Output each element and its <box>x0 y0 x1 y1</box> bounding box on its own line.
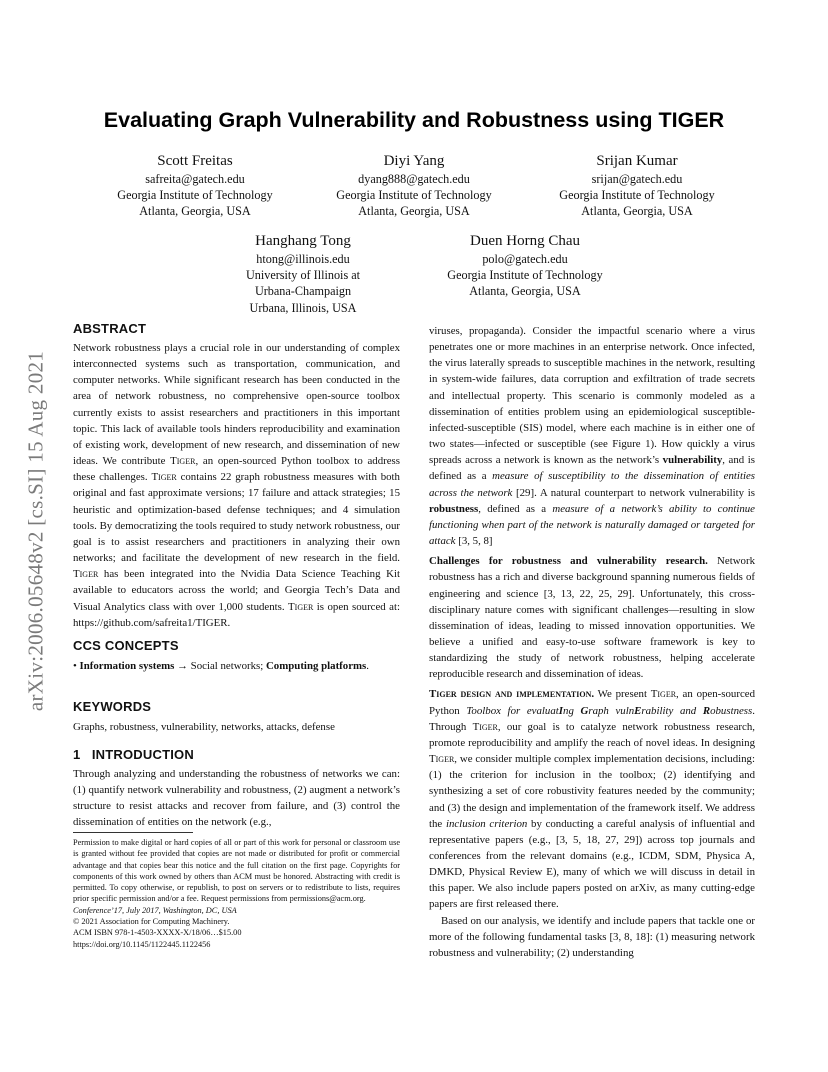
keywords-heading: KEYWORDS <box>73 699 152 714</box>
author-location: Atlanta, Georgia, USA <box>139 204 251 219</box>
footnote-rule <box>73 832 193 833</box>
arxiv-identifier: arXiv:2006.05648v2 [cs.SI] 15 Aug 2021 <box>23 350 48 712</box>
author-email: safreita@gatech.edu <box>145 172 245 186</box>
abstract-heading: ABSTRACT <box>73 321 147 336</box>
paper-title: Evaluating Graph Vulnerability and Robustness using TIGER <box>103 108 725 132</box>
ccs-section <box>73 638 400 674</box>
copyright-footnote <box>73 837 400 950</box>
author-email: dyang888@gatech.edu <box>358 172 470 186</box>
intro-paragraph: viruses, propaganda). Consider the impactful scenario where a virus penetrates one or more machines in an enterprise network. Once infected, the virus laterally spreads to susceptible machines in the network, resulting in system-wide failures, data corruption and exfiltration of trade secrets and intellectual property. This scenario is commonly modeled as a dissemination of entities problem using an epidemiological susceptible-infected-susceptible (SIS) model, where each machine is in either one of two states—infected or susceptible (see Figure 1). How quickly a virus spreads across a network is known as the network’s vulnerability, and is defined as a measure of susceptibility to the dissemination of entities across the network [29]. A natural counterpart to network vulnerability is robustness, defined as a measure of a network’s ability to continue functioning when part of the network is naturally damaged or targeted for attack [3, 5, 8] <box>429 325 755 548</box>
isbn-line: ACM ISBN 978-1-4503-XXXX-X/18/06…$15.00 <box>73 928 242 938</box>
author-name: Diyi Yang <box>383 153 445 169</box>
author-block <box>311 151 517 220</box>
author-affiliation: Georgia Institute of Technology <box>559 188 715 203</box>
conference-info: Conference’17, July 2017, Washington, DC, USA <box>73 905 237 915</box>
author-location: Atlanta, Georgia, USA <box>581 204 693 219</box>
ccs-heading: CCS CONCEPTS <box>73 638 179 653</box>
abstract-section <box>73 321 400 631</box>
author-block <box>418 231 632 300</box>
author-email: srijan@gatech.edu <box>591 172 683 186</box>
author-affiliation: Urbana-Champaign <box>254 284 352 299</box>
author-email: polo@gatech.edu <box>482 252 568 266</box>
author-block <box>210 231 396 316</box>
author-affiliation: Georgia Institute of Technology <box>117 188 273 203</box>
author-affiliation: Georgia Institute of Technology <box>447 268 603 283</box>
introduction-section <box>73 747 400 831</box>
author-affiliation: Georgia Institute of Technology <box>336 188 492 203</box>
author-name: Srijan Kumar <box>596 153 678 169</box>
introduction-text: Through analyzing and understanding the robustness of networks we can: (1) quantify network vulnerability and robustness, (2) augment a network’s structure to resist attacks and recover from failure, and (3) control the dissemination of entities on the network (e.g., <box>73 768 400 829</box>
author-location: Urbana, Illinois, USA <box>249 300 357 315</box>
author-name: Duen Horng Chau <box>470 233 580 249</box>
design-paragraph: Tiger design and implementation. We present Tiger, an open-sourced Python Toolbox for evaluatIng Graph vulnErability and Robustness. Through Tiger, our goal is to catalyze network robustness research, promote reproducibility and amplify the reach of novel ideas. In designing Tiger, we consider multiple complex implementation decisions, including: (1) the criterion for inclusion in the toolbox; (2) identifying and synthesizing a set of core robustivity features needed by the community; and (3) the design and implementation of the framework itself. We address the inclusion criterion by conducting a careful analysis of influential and representative papers (e.g., [3, 5, 18, 27, 29]) across top journals and conferences from the relevant domains (e.g., ICDM, SDM, Physica A, DMKD, Physical Review E), many of which we will discuss in detail in this paper. We also include papers posted on arXiv, as many cutting-edge papers are first released there. <box>429 688 755 911</box>
author-name: Hanghang Tong <box>255 233 351 249</box>
author-location: Atlanta, Georgia, USA <box>469 284 581 299</box>
ccs-text: • Information systems → Social networks; Computing platforms. <box>73 660 369 672</box>
author-email: htong@illinois.edu <box>256 252 350 266</box>
abstract-text: Network robustness plays a crucial role in our understanding of complex interconnected systems such as transportation, communication, and computer networks. While significant research has been conducted in the area of network robustness, no comprehensive open-source toolbox currently exists to assist researchers and practitioners in this important topic. This lack of available tools hinders reproducibility and examination of existing work, development of new research, and dissemination of new ideas. We contribute Tiger, an open-sourced Python toolbox to address these challenges. Tiger contains 22 graph robustness measures with both original and fast approximate versions; 17 failure and attack strategies; 15 heuristic and optimization-based defense techniques; and 4 simulation tools. By democratizing the tools required to study network robustness, our goal is to assist researchers and practitioners in analyzing their own networks; and facilitate the development of new research in the field. Tiger has been integrated into the Nvidia Data Science Teaching Kit available to educators across the world; and Georgia Tech’s Data and Visual Analytics class with over 1,000 students. Tiger is open sourced at: https://github.com/safreita1/TIGER. <box>73 342 401 629</box>
copyright-line: © 2021 Association for Computing Machinery. <box>73 917 230 927</box>
permission-notice: Permission to make digital or hard copies of all or part of this work for personal or classroom use is granted without fee provided that copies are not made or distributed for profit or commercial advantage and that copies bear this notice and the full citation on the first page. Copyrights for components of this work owned by others than ACM must be honored. Abstracting with credit is permitted. To copy otherwise, or republish, to post on servers or to redistribute to lists, requires prior specific permission and/or a fee. Request permissions from permissions@acm.org. <box>73 838 400 904</box>
introduction-heading: 1 INTRODUCTION <box>73 747 194 762</box>
right-column <box>429 323 755 961</box>
author-location: Atlanta, Georgia, USA <box>358 204 470 219</box>
author-block <box>534 151 740 220</box>
author-name: Scott Freitas <box>157 153 233 169</box>
doi-link[interactable]: https://doi.org/10.1145/1122445.1122456 <box>73 939 211 949</box>
arxiv-sidebar <box>22 296 50 766</box>
keywords-text: Graphs, robustness, vulnerability, networks, attacks, defense <box>73 721 335 733</box>
analysis-paragraph: Based on our analysis, we identify and include papers that tackle one or more of the following fundamental tasks [3, 8, 18]: (1) measuring network robustness and vulnerability; (2) understanding <box>429 914 755 959</box>
author-affiliation: University of Illinois at <box>245 268 361 283</box>
author-block <box>92 151 298 220</box>
challenges-paragraph: Challenges for robustness and vulnerability research. Network robustness has a rich and diverse background spanning numerous fields of engineering and science [3, 13, 22, 25, 29]. Unfortunately, this cross-disciplinary nature comes with significant challenges—resulting in slow dissemination of ideas, leading to missed innovation opportunities. We believe a unified and easy-to-use software framework is key to standardizing the study of network robustness, helping accelerate reproducible research and dissemination of ideas. <box>429 555 756 681</box>
keywords-section <box>73 699 400 735</box>
